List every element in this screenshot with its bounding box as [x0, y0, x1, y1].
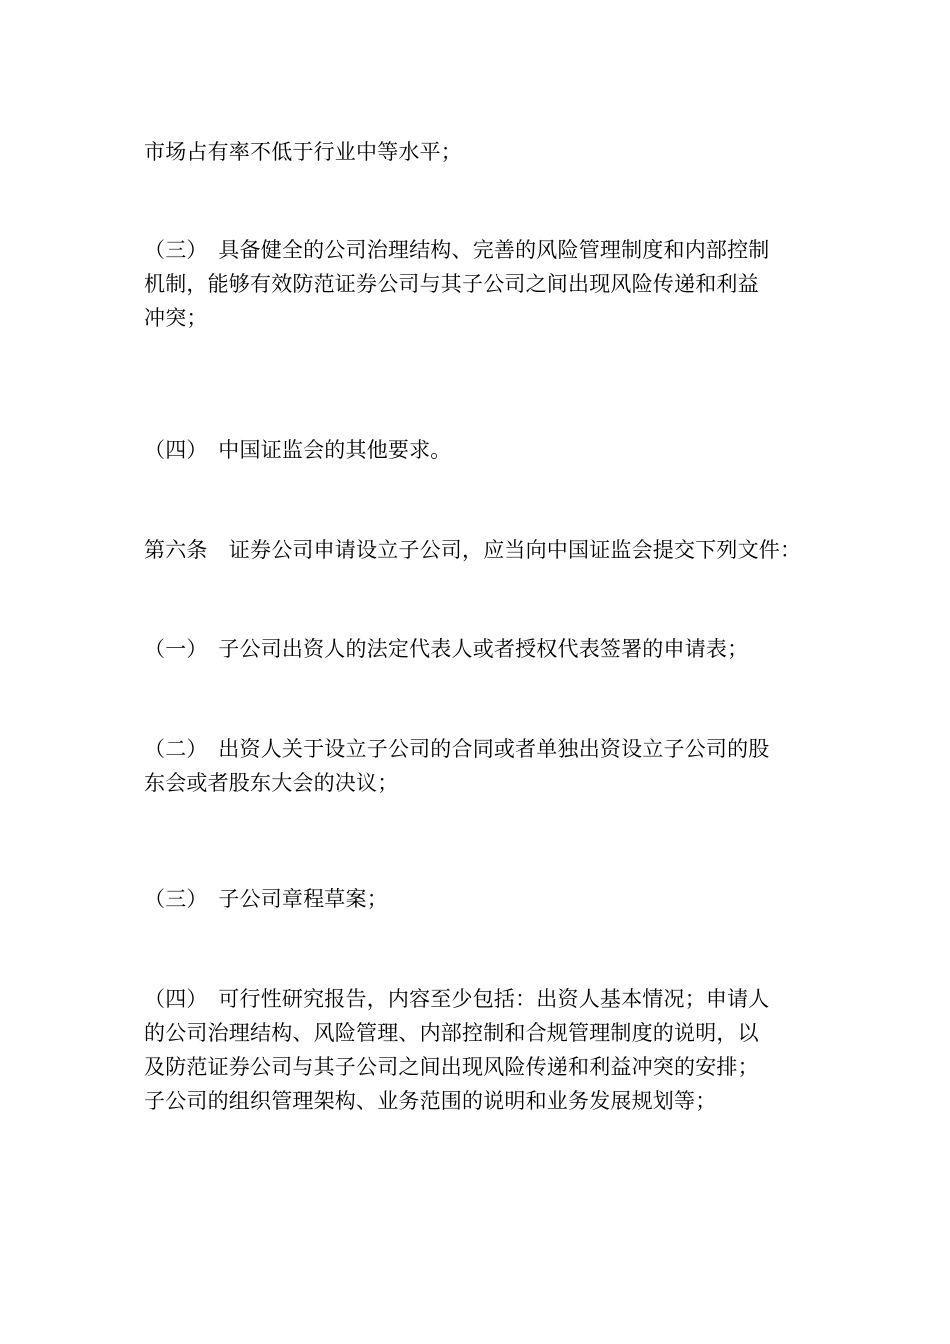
text-line: （一） 子公司出资人的法定代表人或者授权代表签署的申请表；	[144, 637, 749, 661]
text-line: （四） 可行性研究报告，内容至少包括：出资人基本情况；申请人	[144, 987, 770, 1011]
paragraph-item-3-governance	[144, 233, 824, 335]
text-line: 的公司治理结构、风险管理、内部控制和合规管理制度的说明，以	[144, 1021, 759, 1045]
text-line: （三） 子公司章程草案；	[144, 887, 388, 911]
text-line: 东会或者股东大会的决议；	[144, 771, 399, 795]
text-line: 机制，能够有效防范证券公司与其子公司之间出现风险传递和利益	[144, 272, 759, 296]
paragraph-article-6	[144, 533, 824, 567]
text-line: 市场占有率不低于行业中等水平；	[144, 140, 462, 164]
text-line: （二） 出资人关于设立子公司的合同或者单独出资设立子公司的股	[144, 737, 770, 761]
paragraph-item-4-other	[144, 433, 824, 467]
text-line: 及防范证券公司与其子公司之间出现风险传递和利益冲突的安排；	[144, 1055, 759, 1079]
text-line: （四） 中国证监会的其他要求。	[144, 438, 452, 462]
paragraph-item-3-articles	[144, 882, 824, 916]
paragraph-item-1-application	[144, 632, 824, 666]
paragraph-item-4-feasibility	[144, 982, 824, 1118]
paragraph-item-2-resolution	[144, 732, 824, 800]
text-line: 冲突；	[144, 306, 208, 330]
text-line: 子公司的组织管理架构、业务范围的说明和业务发展规划等；	[144, 1089, 717, 1113]
text-line: 第六条 证券公司申请设立子公司，应当向中国证监会提交下列文件：	[144, 538, 802, 562]
paragraph-market-share	[144, 135, 824, 169]
text-line: （三） 具备健全的公司治理结构、完善的风险管理制度和内部控制	[144, 238, 770, 262]
